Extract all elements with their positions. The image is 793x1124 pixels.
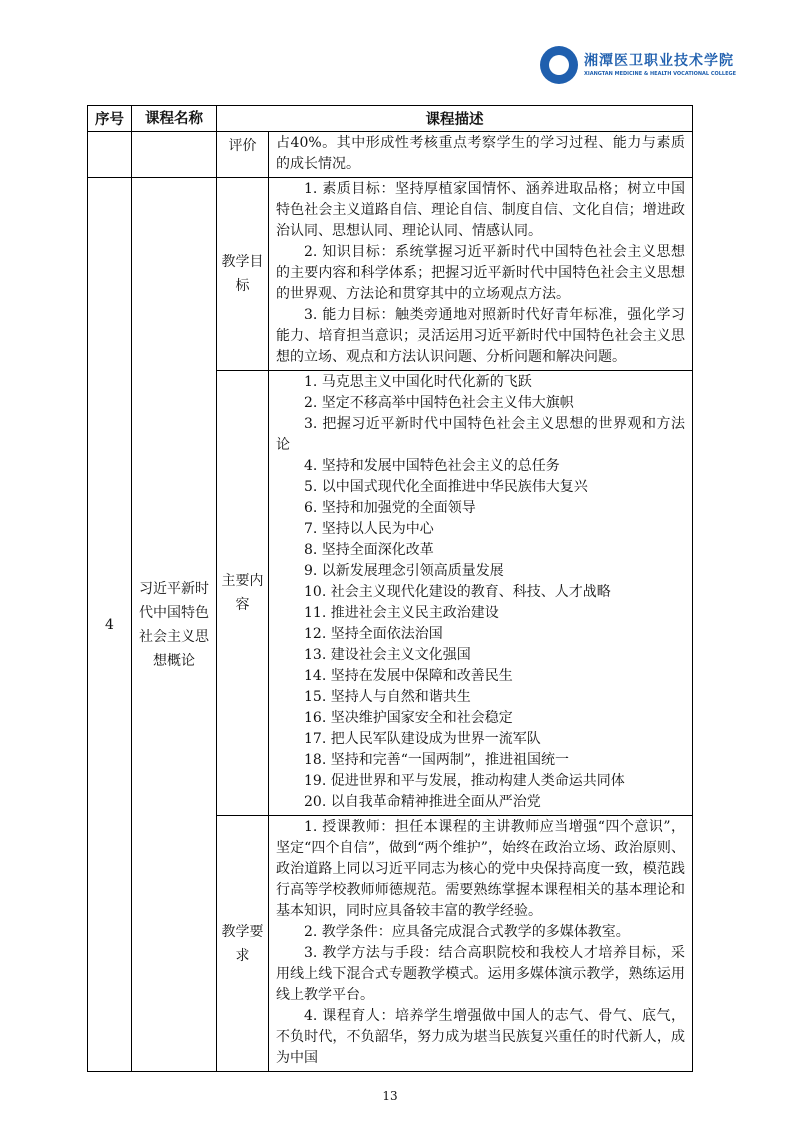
requirement-paragraph: 1. 授课教师：担任本课程的主讲教师应当增强“四个意识”，坚定“四个自信”，做到“两个维护”，始终在政治立场、政治原则、政治道路上同以习近平同志为核心的党中央保持高度一致，模范践行高等学校教师师德规范。需要熟练掌握本课程相关的基本理论和基本知识，同时应具备较丰富的教学经验。	[276, 819, 685, 919]
content-item: 4. 坚持和发展中国特色社会主义的总任务	[304, 458, 560, 474]
header-description: 课程描述	[217, 106, 693, 132]
content-item: 11. 推进社会主义民主政治建设	[304, 605, 499, 621]
content-item: 1. 马克思主义中国化时代化新的飞跃	[304, 374, 532, 390]
header-number: 序号	[88, 106, 132, 132]
empty-cell	[132, 132, 217, 178]
content-item: 10. 社会主义现代化建设的教育、科技、人才战略	[304, 584, 611, 600]
content-list	[269, 371, 693, 816]
content-item: 9. 以新发展理念引领高质量发展	[304, 563, 504, 579]
college-name	[584, 52, 736, 78]
header-course-name: 课程名称	[132, 106, 217, 132]
objective-paragraph: 3. 能力目标：触类旁通地对照新时代好青年标准，强化学习能力、培育担当意识；灵活运用习近平新时代中国特色社会主义思想的立场、观点和方法认识问题、分析问题和解决问题。	[276, 307, 685, 365]
eval-label: 评价	[217, 132, 269, 178]
empty-cell	[88, 132, 132, 178]
college-name-cn: 湘潭医卫职业技术学院	[584, 53, 734, 69]
college-emblem-icon	[540, 46, 578, 84]
content-item: 8. 坚持全面深化改革	[304, 542, 434, 558]
objective-paragraph: 2. 知识目标：系统掌握习近平新时代中国特色社会主义思想的主要内容和科学体系；把握习近平新时代中国特色社会主义思想的世界观、方法论和贯穿其中的立场观点方法。	[276, 244, 685, 302]
content-item: 2. 坚定不移高举中国特色社会主义伟大旗帜	[304, 395, 574, 411]
content-label: 主要内容	[217, 371, 269, 816]
content-item: 3. 把握习近平新时代中国特色社会主义思想的世界观和方法论	[276, 416, 685, 453]
requirement-paragraph: 3. 教学方法与手段：结合高职院校和我校人才培养目标，采用线上线下混合式专题教学模式。运用多媒体演示教学，熟练运用线上教学平台。	[276, 945, 685, 1003]
content-item: 19. 促进世界和平与发展，推动构建人类命运共同体	[304, 773, 625, 789]
objectives-label: 教学目标	[217, 178, 269, 371]
content-item: 20. 以自我革命精神推进全面从严治党	[304, 794, 541, 810]
objectives-row	[88, 178, 693, 371]
content-item: 5. 以中国式现代化全面推进中华民族伟大复兴	[304, 479, 588, 495]
content-item: 13. 建设社会主义文化强国	[304, 647, 471, 663]
requirements-text	[269, 816, 693, 1072]
eval-row	[88, 132, 693, 178]
requirement-paragraph: 4. 课程育人：培养学生增强做中国人的志气、骨气、底气，不负时代，不负韶华，努力成为堪当民族复兴重任的时代新人，成为中国	[276, 1008, 685, 1066]
objective-paragraph: 1. 素质目标：坚持厚植家国情怀、涵养进取品格；树立中国特色社会主义道路自信、理论自信、制度自信、文化自信；增进政治认同、思想认同、理论认同、情感认同。	[276, 181, 685, 239]
header-row	[88, 106, 693, 132]
content-item: 17. 把人民军队建设成为世界一流军队	[304, 731, 541, 747]
content-item: 6. 坚持和加强党的全面领导	[304, 500, 476, 516]
content-item: 16. 坚决维护国家安全和社会稳定	[304, 710, 513, 726]
page-body	[87, 105, 693, 1124]
course-number: 4	[88, 178, 132, 1072]
requirement-paragraph: 2. 教学条件：应具备完成混合式教学的多媒体教室。	[304, 924, 630, 940]
course-name: 习近平新时代中国特色社会主义思想概论	[132, 178, 217, 1072]
content-item: 12. 坚持全面依法治国	[304, 626, 443, 642]
course-table	[87, 105, 693, 1072]
college-name-en: XIANGTAN MEDICINE & HEALTH VOCATIONAL COLLEGE	[584, 71, 737, 77]
college-logo	[540, 46, 736, 84]
content-item: 14. 坚持在发展中保障和改善民生	[304, 668, 513, 684]
objectives-text	[269, 178, 693, 371]
page-number: 13	[382, 1089, 398, 1103]
eval-text: 占40%。其中形成性考核重点考察学生的学习过程、能力与素质的成长情况。	[269, 132, 693, 178]
content-item: 15. 坚持人与自然和谐共生	[304, 689, 471, 705]
requirements-label: 教学要求	[217, 816, 269, 1072]
content-item: 18. 坚持和完善“一国两制”，推进祖国统一	[304, 752, 570, 768]
content-item: 7. 坚持以人民为中心	[304, 521, 434, 537]
